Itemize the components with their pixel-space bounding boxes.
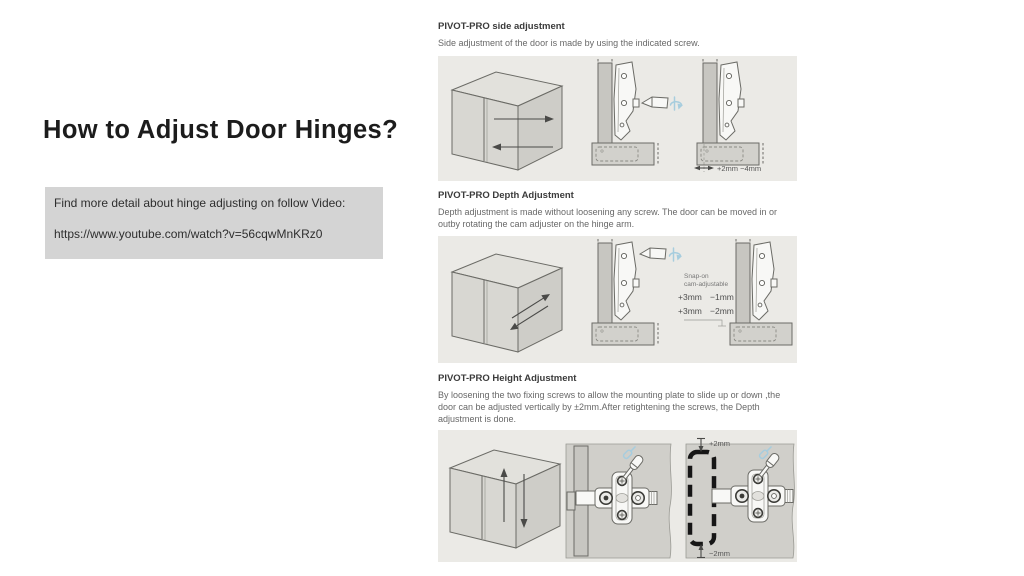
mounting-plate-slide-view: [686, 439, 794, 559]
screwdriver-bit-icon: [640, 248, 666, 259]
cabinet-illustration: [450, 450, 560, 548]
rotation-arrow-icon: [670, 248, 683, 261]
dimension-label: +2mm: [709, 439, 731, 448]
cam-adjustable-label: cam-adjustable: [684, 281, 729, 288]
page-title: How to Adjust Door Hinges?: [43, 116, 399, 144]
hinge-side-view: [730, 239, 792, 345]
cabinet-illustration: [452, 254, 562, 352]
section-body: Depth adjustment is made without loosening any screw. The door can be moved in or outby rotating the cam adjuster on the hinge arm.: [438, 207, 778, 229]
cam-range-value: −2mm: [710, 306, 734, 316]
mounting-plate-view: [566, 444, 671, 558]
cam-range-value: +3mm: [678, 292, 702, 302]
diagram-panel-depth: [438, 236, 797, 363]
snap-on-label: Snap-on: [684, 273, 709, 280]
cabinet-illustration: [452, 72, 562, 170]
info-text: Find more detail about hinge adjusting on follow Video:: [54, 196, 346, 210]
video-link[interactable]: https://www.youtube.com/watch?v=56cqwMnKRz0: [54, 227, 323, 241]
dimension-label: +2mm −4mm: [717, 164, 762, 173]
dimension-label: −2mm: [709, 549, 731, 558]
cam-adjust-labels: [678, 273, 734, 326]
section-body: By loosening the two fixing screws to allow the mounting plate to slide up or down ,the door can be adjusted vertically by ±2mm.After retightening the screws, the Depth adjustment is done.: [438, 390, 781, 424]
section-heading: PIVOT-PRO Depth Adjustment: [438, 190, 574, 201]
cam-range-value: +3mm: [678, 306, 702, 316]
section-heading: PIVOT-PRO Height Adjustment: [438, 373, 577, 384]
section-depth-adjustment: [438, 190, 800, 230]
section-height-adjustment: [438, 373, 800, 425]
section-heading: PIVOT-PRO side adjustment: [438, 21, 565, 32]
diagram-panel-side: [438, 56, 797, 181]
section-body: Side adjustment of the door is made by using the indicated screw.: [438, 38, 700, 48]
side-adjustment-diagram: [438, 56, 797, 181]
hinge-side-view: [592, 59, 658, 165]
video-info-box: [45, 187, 383, 259]
hinge-side-view: [697, 59, 763, 165]
depth-adjustment-diagram: [438, 236, 797, 363]
section-side-adjustment: [438, 21, 800, 49]
height-adjustment-diagram: [438, 430, 797, 562]
diagram-panel-height: [438, 430, 797, 562]
rotation-arrow-icon: [671, 97, 684, 110]
cam-range-value: −1mm: [710, 292, 734, 302]
screwdriver-bit-icon: [642, 97, 668, 108]
